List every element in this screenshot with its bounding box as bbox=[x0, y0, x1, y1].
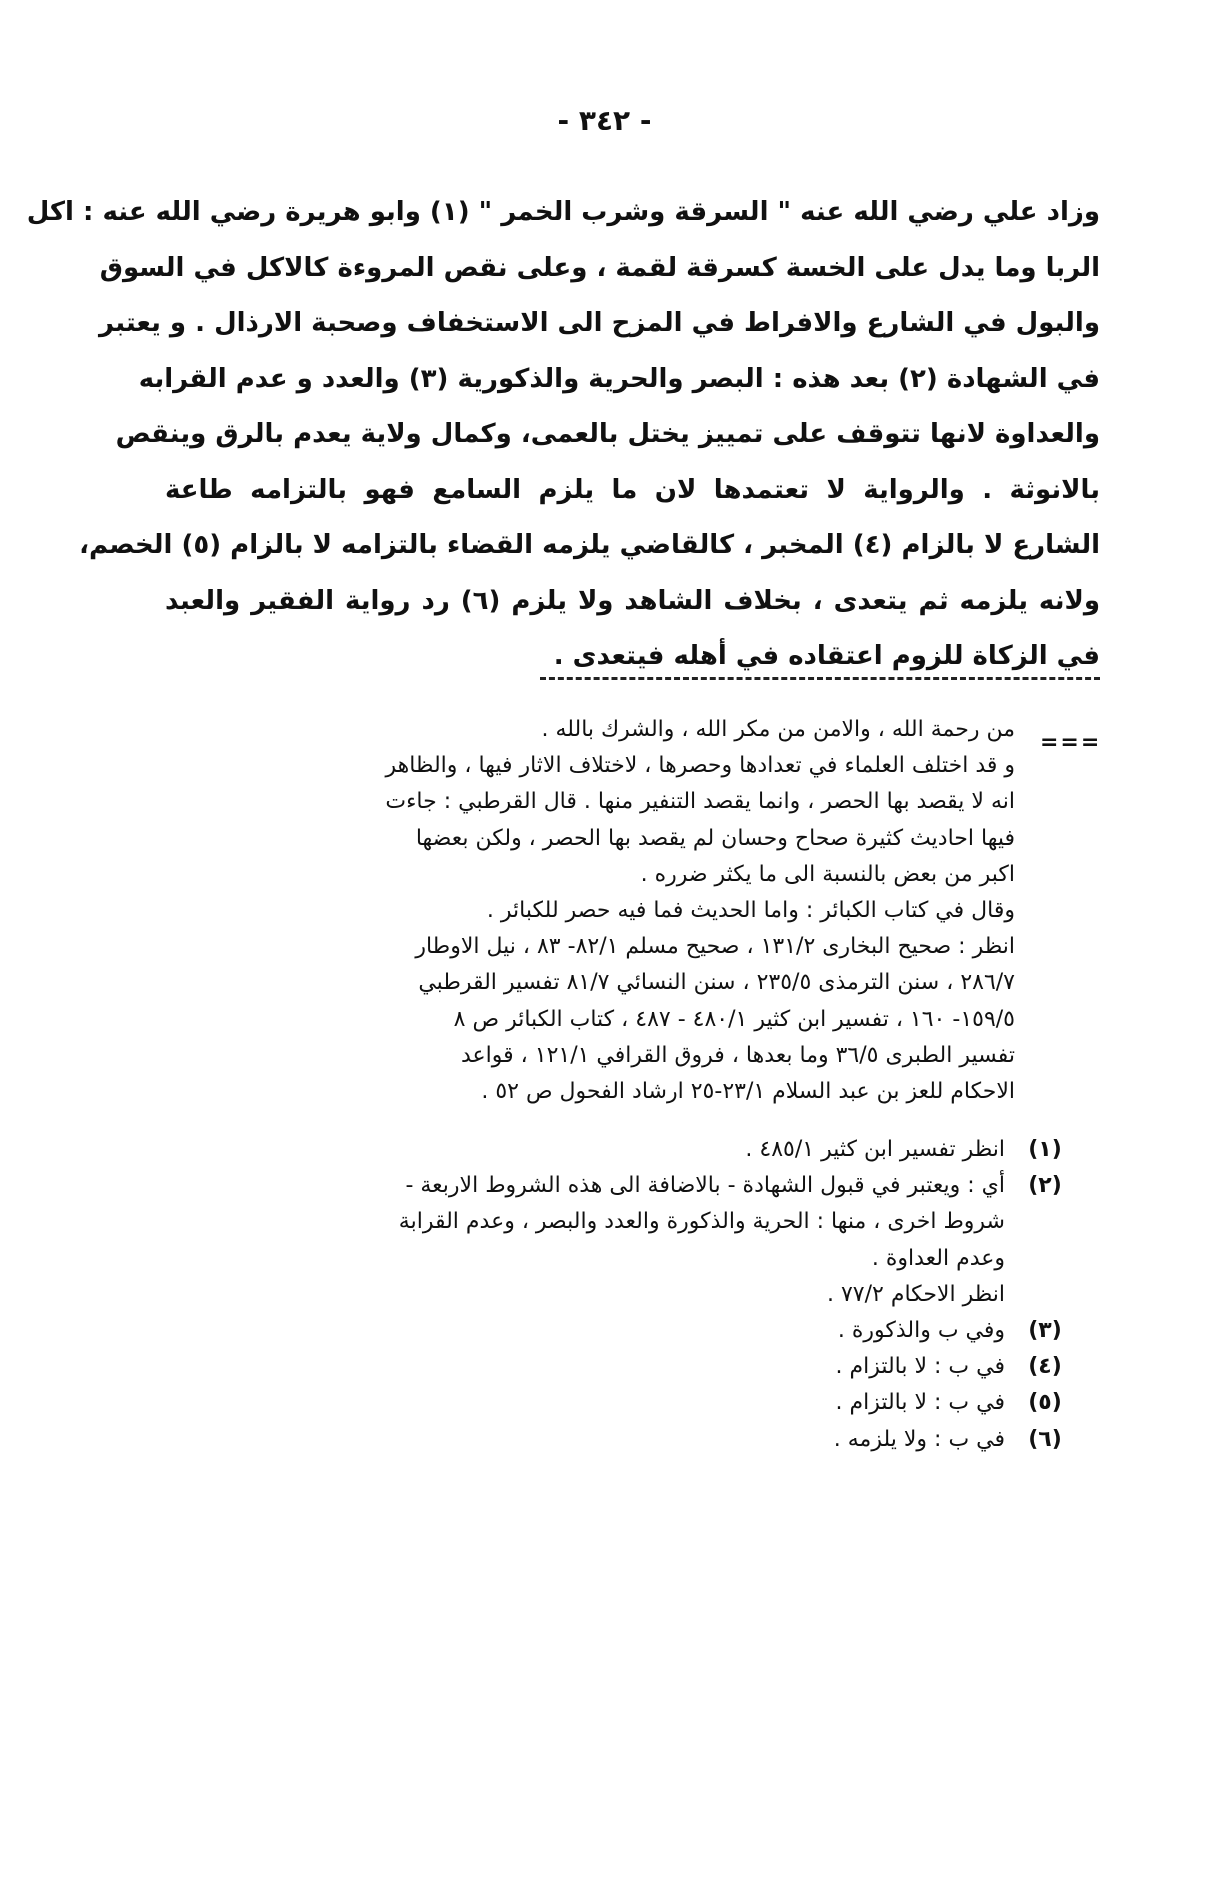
footnote-continuation-line: وقال في كتاب الكبائر : واما الحديث فما فيه حصر للكبائر . bbox=[486, 897, 1015, 923]
footnote-number: (٦) bbox=[1028, 1426, 1062, 1452]
footnote-text: انظر الاحكام ٧٧/٢ . bbox=[826, 1281, 1005, 1307]
footnote-row bbox=[145, 1204, 1085, 1240]
footnote-row bbox=[145, 1132, 1085, 1168]
footnote-number-spacer bbox=[1005, 1204, 1085, 1240]
footnote-row bbox=[145, 1168, 1085, 1204]
footnote-row bbox=[145, 1241, 1085, 1277]
footnote-continuation-line: انه لا يقصد بها الحصر ، وانما يقصد التنفير منها . قال القرطبي : جاءت bbox=[385, 789, 1015, 815]
footnote-text: انظر تفسير ابن كثير ٤٨٥/١ . bbox=[745, 1137, 1005, 1162]
footnote-continuation-line: الاحكام للعز بن عبد السلام ٢٣/١-٢٥ ارشاد الفحول ص ٥٢ . bbox=[481, 1078, 1015, 1104]
body-line: في الزكاة للزوم اعتقاده في أهله فيتعدى . bbox=[553, 641, 1100, 671]
footnote-continuation-line: ٢٨٦/٧ ، سنن الترمذى ٢٣٥/٥ ، سنن النسائي ٨١/٧ تفسير القرطبي bbox=[418, 970, 1015, 996]
footnote-text: في ب : لا بالتزام . bbox=[835, 1390, 1005, 1416]
footnote-number: (٤) bbox=[1028, 1354, 1062, 1380]
footnote-row bbox=[145, 1277, 1085, 1313]
page-number: - ٣٤٢ - bbox=[557, 104, 652, 137]
footnote-continuation-line: و قد اختلف العلماء في تعدادها وحصرها ، لاختلاف الاثار فيها ، والظاهر bbox=[385, 753, 1015, 779]
footnote-continuation bbox=[145, 712, 1015, 1110]
footnote-text: في ب : ولا يلزمه . bbox=[833, 1426, 1005, 1452]
body-line: والبول في الشارع والافراط في المزح الى الاستخفاف وصحبة الارذال . و يعتبر bbox=[99, 308, 1100, 338]
body-line: ولانه يلزمه ثم يتعدى ، بخلاف الشاهد ولا يلزم (٦) رد رواية الفقير والعبد bbox=[165, 585, 1100, 616]
footnote-continuation-line: من رحمة الله ، والامن من مكر الله ، والشرك بالله . bbox=[541, 717, 1015, 742]
footnote-continuation-line: انظر : صحيح البخارى ١٣١/٢ ، صحيح مسلم ٨٢/١- ٨٣ ، نيل الاوطار bbox=[415, 934, 1015, 960]
main-body-text bbox=[26, 185, 1100, 685]
footnote-number: (٥) bbox=[1028, 1390, 1062, 1416]
footnote-text: أي : ويعتبر في قبول الشهادة - بالاضافة الى هذه الشروط الاربعة - bbox=[405, 1173, 1005, 1199]
footnote-text: شروط اخرى ، منها : الحرية والذكورة والعدد والبصر ، وعدم القرابة bbox=[398, 1209, 1005, 1235]
body-line: والعداوة لانها تتوقف على تمييز يختل بالعمى، وكمال ولاية يعدم بالرق وينقص bbox=[115, 419, 1100, 449]
footnote-text: في ب : لا بالتزام . bbox=[835, 1354, 1005, 1380]
footnote-row bbox=[145, 1422, 1085, 1458]
footnote-row bbox=[145, 1385, 1085, 1421]
body-line: وزاد علي رضي الله عنه " السرقة وشرب الخمر " (١) وابو هريرة رضي الله عنه : اكل bbox=[26, 197, 1100, 227]
body-line: الشارع لا بالزام (٤) المخبر ، كالقاضي يلزمه القضاء بالتزامه لا بالزام (٥) الخصم، bbox=[79, 530, 1100, 560]
footnote-continuation-line: تفسير الطبرى ٣٦/٥ وما بعدها ، فروق القرافي ١٢١/١ ، قواعد bbox=[460, 1042, 1015, 1068]
footnote-continuation-line: فيها احاديث كثيرة صحاح وحسان لم يقصد بها الحصر ، ولكن بعضها bbox=[415, 825, 1015, 851]
body-line: بالانوثة . والرواية لا تعتمدها لان ما يلزم السامع فهو بالتزامه طاعة bbox=[165, 474, 1100, 505]
footnote-row bbox=[145, 1349, 1085, 1385]
body-line: الربا وما يدل على الخسة كسرقة لقمة ، وعلى نقص المروءة كالاكل في السوق bbox=[99, 252, 1100, 283]
footnote-continuation-line: اكبر من بعض بالنسبة الى ما يكثر ضرره . bbox=[640, 861, 1015, 887]
footnote-continuation-line: ١٥٩/٥- ١٦٠ ، تفسير ابن كثير ٤٨٠/١ - ٤٨٧ ، كتاب الكبائر ص ٨ bbox=[453, 1006, 1015, 1032]
footnote-number-spacer bbox=[1005, 1277, 1085, 1313]
body-line: في الشهادة (٢) بعد هذه : البصر والحرية والذكورية (٣) والعدد و عدم القرابه bbox=[138, 363, 1100, 394]
footnote-separator bbox=[540, 677, 1100, 680]
footnote-continuation-marker: === bbox=[1040, 730, 1102, 755]
footnote-number-spacer bbox=[1005, 1241, 1085, 1277]
footnotes-list bbox=[145, 1132, 1085, 1458]
footnote-text: وفي ب والذكورة . bbox=[837, 1317, 1005, 1343]
footnote-number: (١) bbox=[1028, 1137, 1062, 1162]
footnote-text: وعدم العداوة . bbox=[871, 1245, 1005, 1271]
footnote-row bbox=[145, 1313, 1085, 1349]
footnote-number: (٣) bbox=[1028, 1317, 1062, 1343]
footnote-number: (٢) bbox=[1028, 1173, 1062, 1199]
